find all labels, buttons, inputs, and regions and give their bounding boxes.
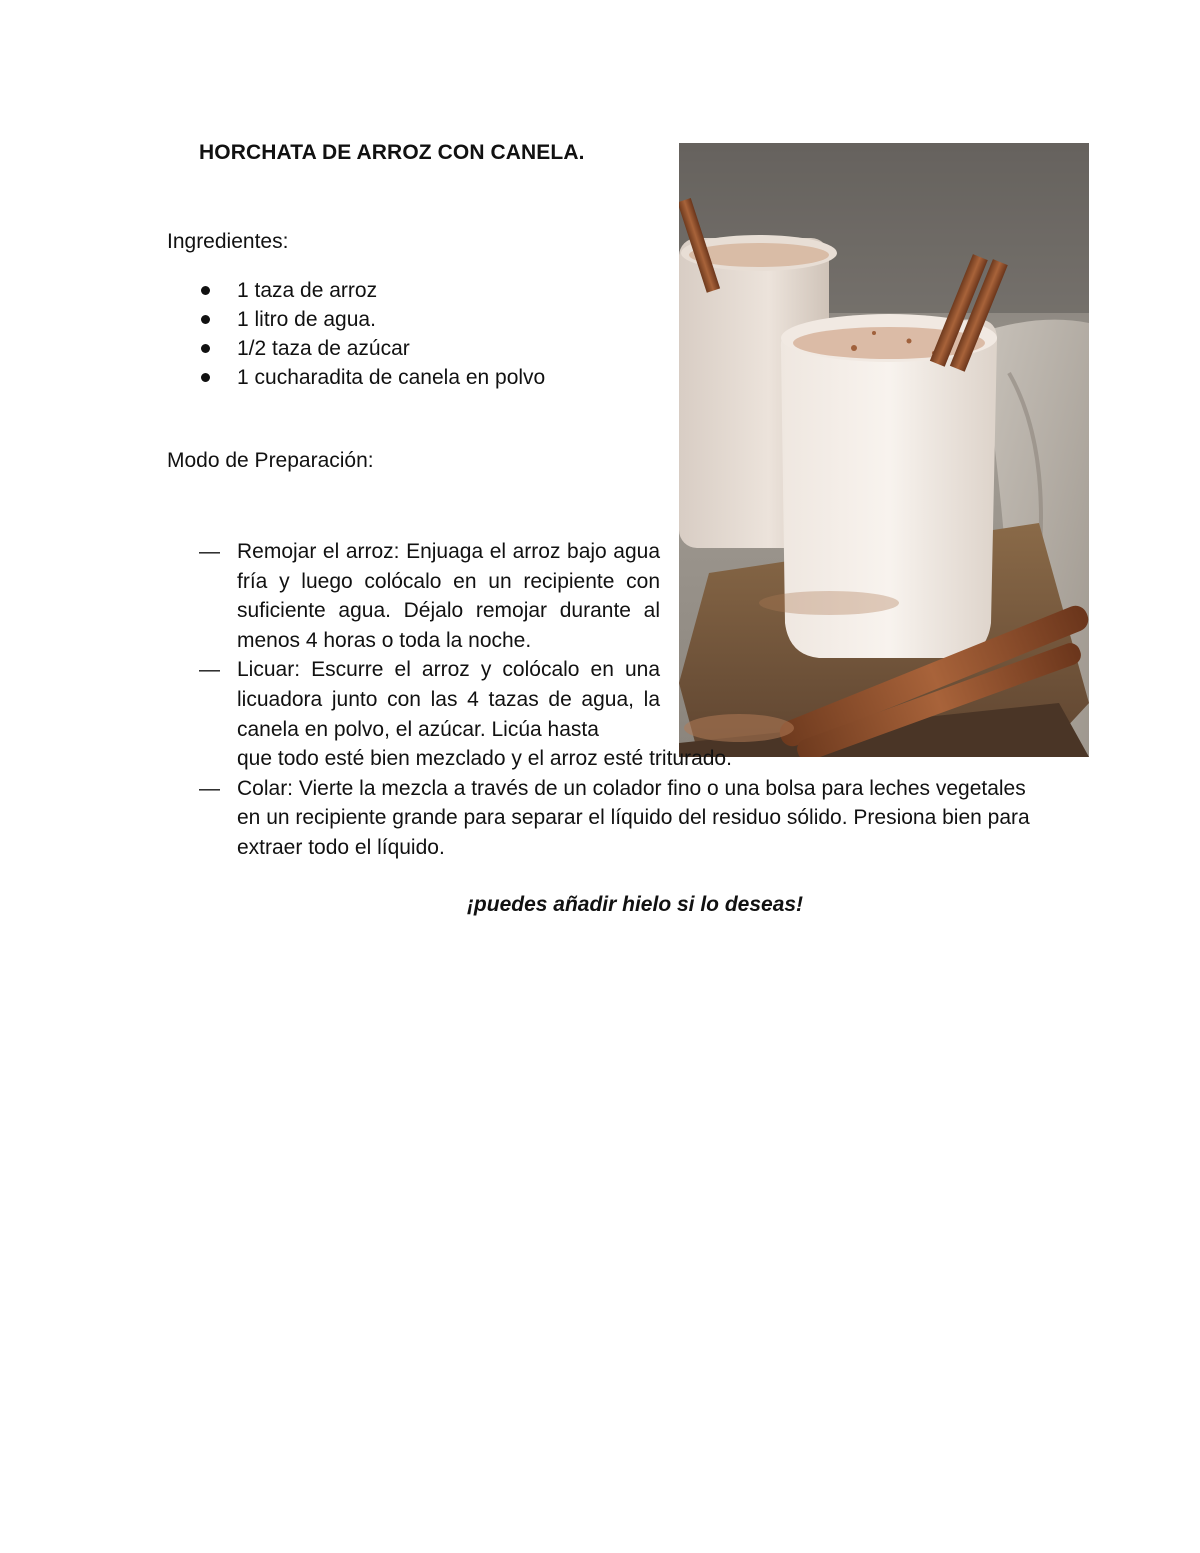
dash-marker: — — [199, 540, 220, 563]
list-item: 1/2 taza de azúcar — [199, 334, 545, 363]
list-item: 1 taza de arroz — [199, 276, 545, 305]
serving-note: ¡puedes añadir hielo si lo deseas! — [466, 893, 804, 916]
bullet-icon — [201, 286, 210, 295]
step-text: Colar: Vierte la mezcla a través de un colador fino o una bolsa para leches vegetales en un recipiente grande para separar el líquido del residuo sólido. Presiona bien para extraer todo el líquido. — [237, 776, 1030, 859]
preparation-steps — [199, 537, 1033, 863]
step-text-continued: que todo esté bien mezclado y el arroz esté triturado. — [237, 747, 732, 771]
method-heading: Modo de Preparación: — [167, 449, 374, 472]
bullet-icon — [201, 344, 210, 353]
list-item: 1 cucharadita de canela en polvo — [199, 363, 545, 392]
recipe-title: HORCHATA DE ARROZ CON CANELA. — [199, 141, 585, 164]
bullet-icon — [201, 315, 210, 324]
bullet-icon — [201, 373, 210, 382]
step-soak — [199, 537, 660, 655]
step-text: Licuar: Escurre el arroz y colócalo en una licuadora junto con las 4 tazas de agua, la canela en polvo, el azúcar. Licúa hasta — [237, 658, 660, 741]
ingredient-list — [199, 276, 545, 392]
list-item: 1 litro de agua. — [199, 305, 545, 334]
ingredients-heading: Ingredientes: — [167, 230, 289, 253]
step-strain — [199, 774, 1033, 863]
step-blend — [199, 655, 1033, 773]
dash-marker: — — [199, 776, 220, 800]
dash-marker: — — [199, 658, 220, 682]
step-text: Remojar el arroz: Enjuaga el arroz bajo agua fría y luego colócalo en un recipiente con suficiente agua. Déjalo remojar durante al menos 4 horas o toda la noche. — [237, 540, 660, 652]
